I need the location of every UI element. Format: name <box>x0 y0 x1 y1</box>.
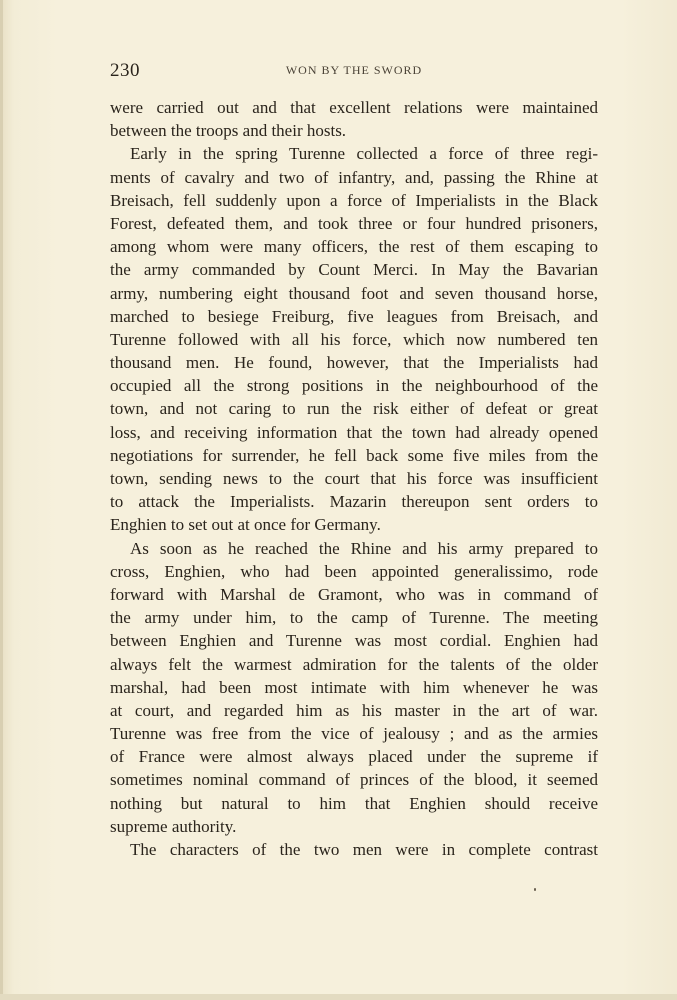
text-line: Early in the spring Turenne collected a force of three regi- <box>130 144 598 164</box>
text-line: among whom were many officers, the rest of them escaping to <box>110 237 598 257</box>
page-header <box>110 60 598 84</box>
text-line: marshal, had been most intimate with him whenever he was <box>110 677 598 697</box>
text-line: at court, and regarded him as his master in the art of war. <box>110 700 598 720</box>
text-line: Enghien to set out at once for Germany. <box>110 515 381 535</box>
text-line: forward with Marshal de Gramont, who was in command of <box>110 584 598 604</box>
text-line: Breisach, fell suddenly upon a force of Imperialists in the Black <box>110 190 598 210</box>
text-line: cross, Enghien, who had been appointed generalissimo, rode <box>110 561 598 581</box>
text-line: were carried out and that excellent relations were maintained <box>110 98 598 117</box>
text-line: town, and not caring to run the risk either of defeat or great <box>110 399 598 419</box>
text-line: Turenne was free from the vice of jealousy ; and as the armies <box>110 724 598 744</box>
text-line: of France were almost always placed under the supreme if <box>110 747 598 767</box>
text-line: between Enghien and Turenne was most cordial. Enghien had <box>110 631 598 651</box>
text-line: occupied all the strong positions in the neighbourhood of the <box>110 376 598 396</box>
body-text <box>110 96 598 861</box>
text-line: the army under him, to the camp of Turenne. The meeting <box>110 608 598 628</box>
text-line: between the troops and their hosts. <box>110 121 347 141</box>
text-line: Forest, defeated them, and took three or four hundred prisoners, <box>110 213 598 233</box>
text-line: town, sending news to the court that his force was insufficient <box>110 469 598 488</box>
text-line: As soon as he reached the Rhine and his army prepared to <box>130 538 598 558</box>
text-line: Turenne followed with all his force, which now numbered ten <box>110 329 598 349</box>
text-line: marched to besiege Freiburg, five leagues from Breisach, and <box>110 306 598 326</box>
page-bottom-edge <box>0 994 677 1000</box>
text-line: to attack the Imperialists. Mazarin thereupon sent orders to <box>110 492 598 512</box>
running-head: WON BY THE SWORD <box>285 63 423 77</box>
text-line: nothing but natural to him that Enghien should receive <box>110 793 598 813</box>
text-line: always felt the warmest admiration for the talents of the older <box>110 654 598 674</box>
text-line: loss, and receiving information that the town had already opened <box>110 422 598 442</box>
text-line: army, numbering eight thousand foot and seven thousand horse, <box>110 283 598 303</box>
text-line: negotiations for surrender, he fell back some five miles from the <box>110 445 598 465</box>
text-line: ments of cavalry and two of infantry, and, passing the Rhine at <box>110 167 598 187</box>
text-line: the army commanded by Count Merci. In May the Bavarian <box>110 260 598 280</box>
text-line: supreme authority. <box>110 816 237 836</box>
text-line: sometimes nominal command of princes of the blood, it seemed <box>110 770 598 790</box>
text-line: The characters of the two men were in complete contrast <box>130 840 598 859</box>
paper-speck <box>534 888 536 891</box>
page-gutter <box>0 0 3 1000</box>
text-line: thousand men. He found, however, that the Imperialists had <box>110 353 598 373</box>
page-number: 230 <box>110 60 140 81</box>
